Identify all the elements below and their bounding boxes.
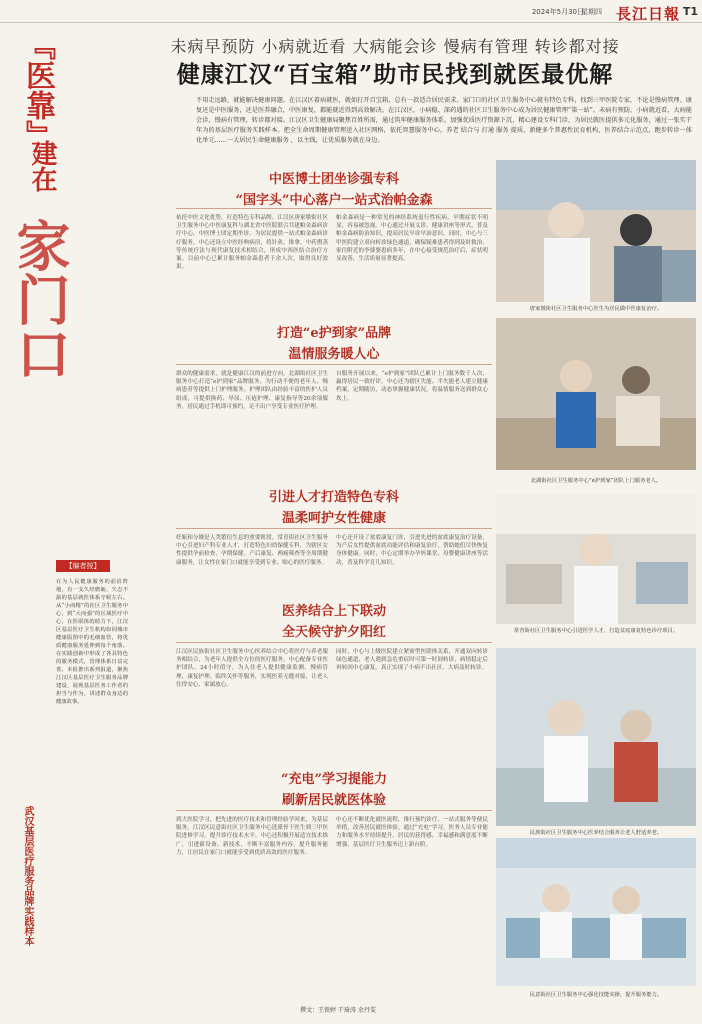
section-2-line2: 温情服务暖人心 [288, 347, 380, 362]
section-1-photo-art [496, 160, 696, 302]
headline: 健康江汉“百宝箱”助市民找到就医最优解 [176, 61, 614, 88]
section-1-line2: “国字头”中心落户一站式治帕金森 [235, 193, 433, 208]
section-5-caption: 民意街社区卫生服务中心强化技能实操，提升服务能力。 [529, 992, 663, 998]
series-vertical-label: 武汉基层医疗服务品牌实践样本 [22, 806, 33, 946]
section-3-col-left: 妊娠和分娩是人类繁衍生息的重要阶段。常青街社区卫生服务中心引进妇产科专业人才，打造特色妇幼保健专科，为辖区女性提供孕前检查、孕期保健、产后康复、两癌筛查等全周期健康服务，让女性在家门口就能享受到专业、贴心的医疗服务。 [176, 535, 328, 566]
section-4-photo-art [496, 648, 696, 826]
section-1-rule [176, 208, 492, 209]
section-5-photo [496, 838, 696, 986]
credits: 撰文：王铁婷 干琦涛 余丹雯 [300, 1007, 376, 1014]
section-4-photo [496, 648, 696, 826]
section-3-photo [496, 494, 696, 624]
section-3-title [176, 486, 492, 526]
section-3-caption: 常青街社区卫生服务中心引进医学人才，打造盆底康复特色诊疗项目。 [513, 628, 679, 634]
editors-note-text: 在为人民健康服务的前沿阵地，有一支久经磨砺、矢志不渝的基层就医体系守候左右。从“小而精”的社区卫生服务中心，到“大而强”的区域医疗中心，在医联体的助力下，江汉区基层医疗卫生机构如同城市健康版图中的毛细血管，将优质健康服务延伸到每个角落。在实践创新中形成了各具特色的服务模式，管理体系日益完善。本报推出系列报道，聚焦江汉区基层医疗卫生服务品牌建设，展现基层医务工作者的担当与作为，讲述群众身边的健康故事。 [56, 579, 128, 705]
section-2-caption: 北湖街社区卫生服务中心“e护到家”团队上门服务老人。 [530, 478, 662, 484]
lead-paragraph: 不用走远路，就能解决健康问题。在江汉区着病就医，就如打开百宝箱，总有一款适合居民需求。家门口的社区卫生服务中心就有特色专科，找到三甲医院专家，不论是慢病管理、康复还是中医服务，还是医养融合，中医康复，都能就近得到高效解决。在江汉区，小病稳、深药遇的社区卫生服务中心成为居民健康管理“第一站”。未病有预防，小病就近看，大病能会诊，慢病有管理，转诊都对接。江汉区卫生健康局聚焦百姓所需，通过筑牢健康服务体系，加强优质医疗资源下沉，精心建设专科门诊，为居民就医提供多元化服务，通过一张实干年为的基层医疗服务实践样本。把全生命周期健康管理送入社区网格，依托智慧服务中心，养老 结合与 打通 服务 提质，新健多个普惠性民育机构，医养结合示范点，跑步转诊一体化单元……一大居民生命健康服务 ，以主线，让优质服务就在身边。 [196, 97, 692, 144]
banner-top-text: 『医靠』 [20, 30, 55, 150]
section-4-rule [176, 642, 492, 643]
section-5-photo-art [496, 838, 696, 986]
issue-weekday: 星期四 [581, 8, 602, 16]
section-3-photo-art [496, 494, 696, 624]
section-4-line1: 医养结合上下联动 [281, 604, 386, 619]
section-2-col-right: 自服务开展以来，“e护到家”团队已累计上门服务数千人次，赢得居民一致好评。中心还为辖区失能、半失能老人建立健康档案，定期随访，动态掌握健康状况，将温情服务送到群众心坎上。 [336, 371, 488, 402]
section-5-line2: 刷新居民就医体验 [281, 793, 386, 808]
section-1-col-right: 帕金森病是一种常见的神经系统退行性疾病，早期症状不明显，容易被忽视。中心通过开展义诊、健康讲座等形式，普及帕金森病防治知识，提高居民早诊早治意识。同时，中心与三甲医院建立双向转诊绿色通道，确保疑难患者得到及时救治。家住附近的李婆婆患病多年，在中心接受规范治疗后，症状明显改善，生活质量显著提高。 [336, 215, 488, 263]
banner-big-text: 家门口 [8, 218, 72, 380]
subheadline: 未病早预防 小病就近看 大病能会诊 慢病有管理 转诊都对接 [170, 37, 620, 56]
section-3-rule [176, 528, 492, 529]
editors-note [56, 560, 128, 1020]
section-2-line1: 打造“e护到家”品牌 [276, 326, 392, 341]
banner-middle-text: 建在 [27, 140, 57, 192]
section-1-col-left: 依托中医文化优势，打造特色专科品牌。江汉区唐家墩街社区卫生服务中心中医康复科与湖北省中医院联合共建帕金森病诊疗中心，中医博士团定期坐诊，为居民提供一站式帕金森病诊疗服务，中心还设立中医经典病房，将针灸、推拿、中药熏蒸等传统疗法与现代康复技术相结合，形成中西医结合治疗方案。目前中心已累计服务帕金森患者千余人次，取得良好效果。 [176, 215, 328, 271]
section-1-caption: 唐家墩街社区卫生服务中心医生为居民做中医康复治疗。 [529, 306, 663, 312]
section-4-caption: 民族街社区卫生服务中心医养结合服务让老人舒适养老。 [529, 830, 663, 836]
section-3-line2: 温柔呵护女性健康 [281, 511, 386, 526]
section-1-line1: 中医博士团坐诊强专科 [268, 172, 399, 187]
page-number: T1 [682, 5, 698, 18]
section-2-col-left: 群众的健康需求，就是健康江汉的前进方向。北湖街社区卫生服务中心打造“e护到家”品牌服务，为行动不便的老年人、慢病患者等提供上门护理服务。护理团队由经验丰富的医护人员组成，可提供换药、导尿、压疮护理、康复指导等20余项服务，居民通过手机即可预约，足不出户享受专业医疗护理。 [176, 371, 328, 410]
section-3-line1: 引进人才打造特色专科 [268, 490, 399, 505]
section-5-col-left: 到大医院学习，把先进的医疗技术和管理经验学回来，为基层服务。江汉区民意街社区卫生服务中心选派骨干医生到三甲医院进修学习，提升诊疗技术水平。中心还积极开展适宜技术推广，引进新设备、新技术，不断丰富服务内容，提升服务能力，让居民在家门口就能享受到优质高效的医疗服务。 [176, 817, 328, 856]
section-5-line1: “充电”学习提能力 [281, 772, 387, 787]
section-4-line2: 全天候守护夕阳红 [281, 625, 386, 640]
section-1-photo [496, 160, 696, 302]
section-2-photo-art [496, 318, 696, 470]
section-4-col-left: 江汉区民族街社区卫生服务中心医养结合中心将医疗与养老服务相结合，为老年人提供全方位的医疗服务。中心配备专业医护团队，24小时值守，为入住老人提供健康监测、慢病管理、康复护理、临终关怀等服务，实现医养无缝对接，让老人住得安心、家属放心。 [176, 649, 328, 688]
section-3-col-right: 中心还开设了盆底康复门诊，引进先进的盆底康复治疗设备，为产后女性提供盆底功能评估和康复治疗，帮助她们尽快恢复身体健康。同时，中心定期举办孕妈课堂、母婴健康讲座等活动，普及科学育儿知识。 [336, 535, 488, 566]
section-4-title [176, 600, 492, 640]
section-5-col-right: 中心还不断优化就医流程，推行预约诊疗、一站式服务等便民举措，改善居民就医体验。通过“充电”学习，医务人员专业能力和服务水平持续提升，居民的获得感、幸福感和满意度不断增强，基层医疗卫生服务迈上新台阶。 [336, 817, 488, 848]
editors-note-title: 【编者按】 [56, 560, 110, 572]
newspaper-name: 長江日報 [615, 5, 680, 23]
section-2-title [176, 322, 492, 362]
section-5-title [176, 768, 492, 808]
section-4-col-right: 同时，中心与上级医院建立紧密型医联体关系，开通双向转诊绿色通道，老人遇到急危重症时可第一时间转诊，病情稳定后再转回中心康复，真正实现了小病不出社区、大病及时转诊。 [336, 649, 488, 672]
section-1-title [176, 168, 492, 208]
section-5-rule [176, 810, 492, 811]
issue-date: 2024年5月30日 [531, 8, 584, 16]
section-2-rule [176, 364, 492, 365]
section-2-photo [496, 318, 696, 470]
